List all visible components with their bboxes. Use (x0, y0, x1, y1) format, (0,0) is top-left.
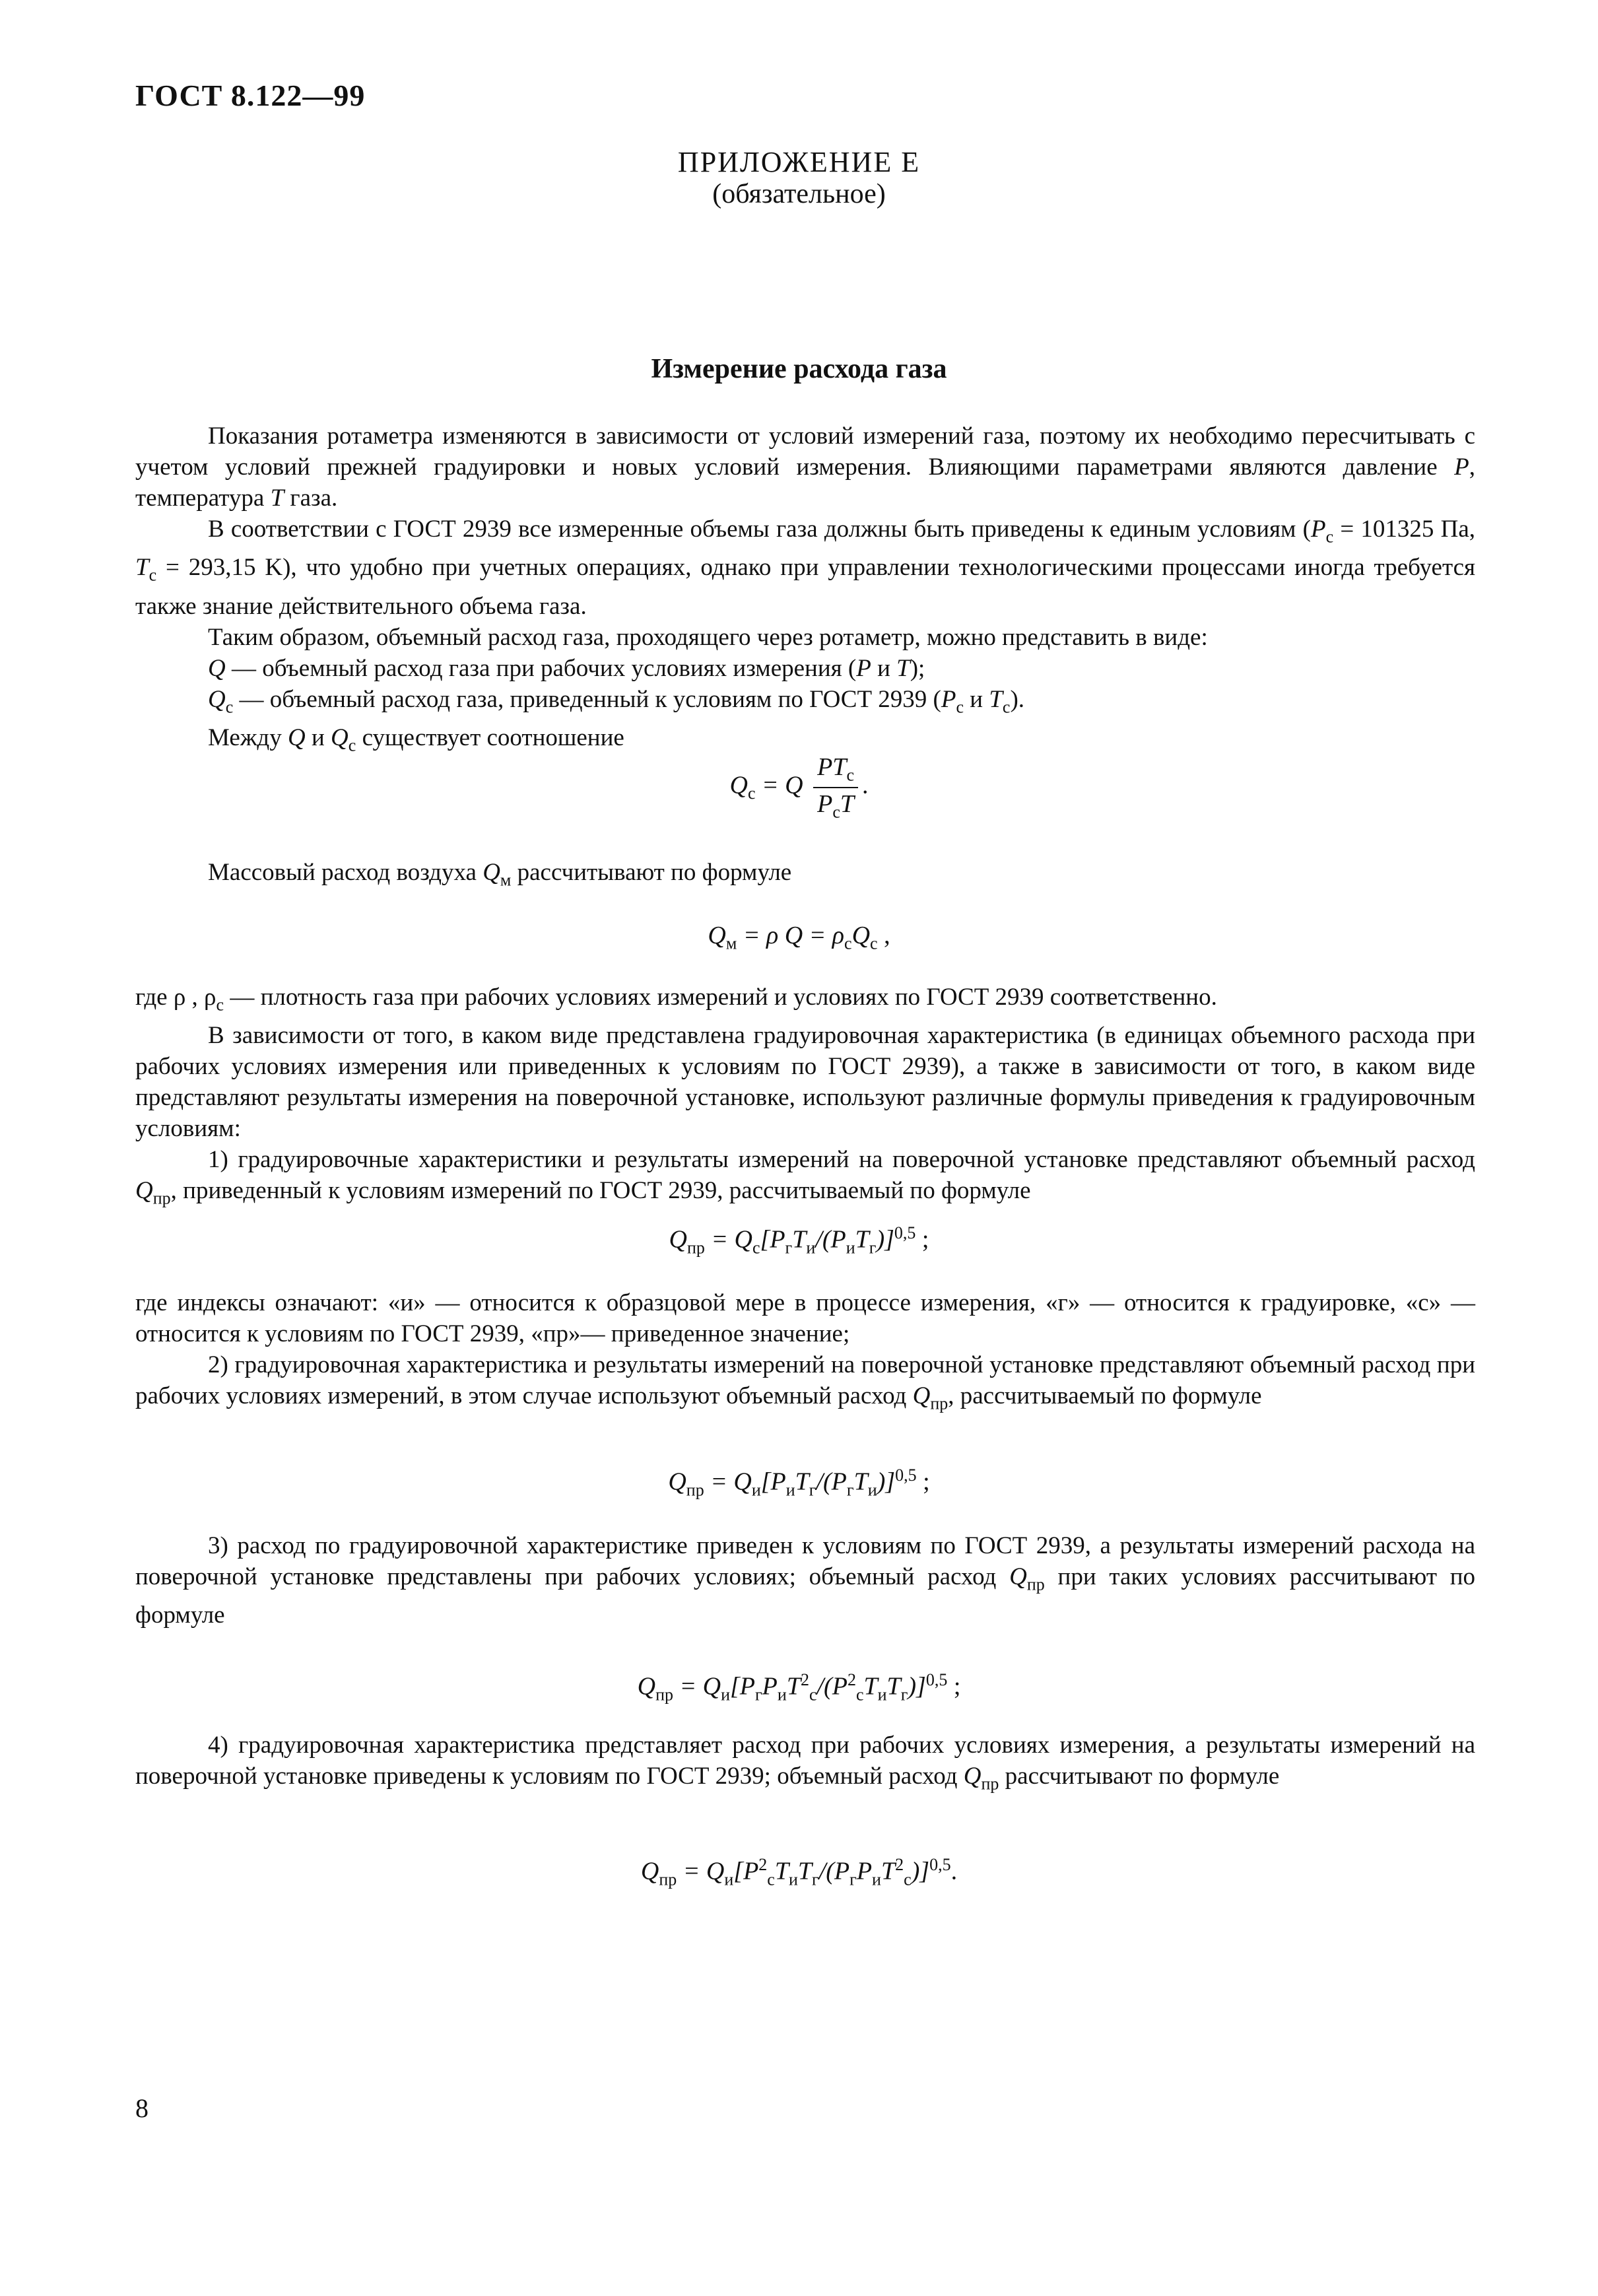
paragraph-calibration-forms: В зависимости от того, в каком виде представлена градуировочная характеристика (в единицах объемного расхода при рабочих условиях измерения или приведенных к условиям по ГОСТ 2939), а также в зависимости от того, в каком виде представляют результаты измерения на поверочной установке, используют различные формулы приведения к градуировочным условиям: (135, 1022, 1475, 1143)
indices-block (135, 1287, 1475, 1419)
page-number: 8 (135, 2093, 149, 2123)
main-block (135, 982, 1475, 1214)
paragraph-representation: Таким образом, объемный расход газа, проходящего через ротаметр, можно представить в виде: (208, 623, 1208, 651)
standard-header: ГОСТ 8.122—99 (135, 79, 366, 112)
formula-case-3: $Q_{пр} = Q_и[P_гP_иT^2_с/(P^2_сT_иT_г)]^{0,5}$ ; (637, 1670, 961, 1705)
paragraph-density: где ρ , $\rho_c$ — плотность газа при рабочих условиях измерений и условиях по ГОСТ 2939 соответственно. (135, 984, 1217, 1015)
paragraph-gost-conditions: В соответствии с ГОСТ 2939 все измеренные объемы газа должны быть приведены к единым условиям ($P_c = 101325$ Па, $T_c = 293,15$ K), что удобно при учетных операциях, однако при управлении технологическими процессами иногда требуется также знание действительного объема газа. (135, 516, 1476, 620)
paragraph-indices: где индексы означают: «и» — относится к образцовой мере в процессе измерения, «г» — относится к градуировке, «с» — относится к условиям по ГОСТ 2939, «пр»— приведенное значение; (135, 1289, 1475, 1347)
formula-qc: $Q_c = Q$ $\frac{PT_c}{P_cT}$ . (729, 753, 869, 822)
mass-flow-block (135, 857, 1475, 895)
case-3-block (135, 1530, 1475, 1631)
case-4-block (135, 1730, 1475, 1799)
appendix-subtitle: (обязательное) (712, 179, 886, 209)
section-title: Измерение расхода газа (651, 354, 947, 384)
paragraph-q-definition: Q — объемный расход газа при рабочих условиях измерения (P и T); (208, 654, 925, 682)
paragraph-case-4: 4) градуировочная характеристика представляет расход при рабочих условиях измерения, а результаты измерений на поверочной установке приведены к условиям по ГОСТ 2939; объемный расход $Q_{пр}$ рассчитывают по формуле (135, 1732, 1475, 1794)
formula-fraction: $\frac{PT_c}{P_cT}$ (813, 753, 858, 822)
paragraph-qc-definition: $Q_c$ — объемный расход газа, приведенный к условиям по ГОСТ 2939 ($P_c$ и $T_c$). (208, 685, 1025, 717)
paragraph-case-1: 1) градуировочные характеристики и результаты измерений на поверочной установке представляют объемный расход $Q_{пр}$, приведенный к условиям измерений по ГОСТ 2939, рассчитываемый по формуле (135, 1146, 1475, 1208)
paragraph-relation: Между Q и $Q_c$ существует соотношение (208, 724, 624, 755)
formula-case-4: $Q_{пр} = Q_и[P^2_сT_иT_г/(P_гP_иT^2_с)]^{0,5}$. (640, 1855, 958, 1889)
paragraph-case-3: 3) расход по градуировочной характеристике приведен к условиям по ГОСТ 2939, а результаты измерений расхода на поверочной установке представлены при рабочих условиях; объемный расход $Q_{пр}$ при таких условиях рассчитывают по формуле (135, 1532, 1476, 1629)
intro-block (135, 421, 1475, 761)
paragraph-case-2: 2) градуировочная характеристика и результаты измерений на поверочной установке представляют объемный расход при рабочих условиях измерений, в этом случае используют объемный расход $Q_{пр}$, рассчитываемый по формуле (135, 1351, 1475, 1413)
formula-qm: $Q_м = \rho$ $Q = \rho_cQ_c$ , (708, 922, 890, 953)
paragraph-mass-flow: Массовый расход воздуха $Q_м$ рассчитывают по формуле (208, 859, 792, 890)
formula-case-1: $Q_{пр} = Q_c[P_гT_и/(P_иT_г)]^{0,5}$ ; (669, 1223, 929, 1258)
formula-case-2: $Q_{пр} = Q_и[P_иT_г/(P_гT_и)]^{0,5}$ ; (668, 1466, 930, 1500)
appendix-title: ПРИЛОЖЕНИЕ Е (677, 146, 921, 178)
paragraph-intro: Показания ротаметра изменяются в зависимости от условий измерений газа, поэтому их необходимо пересчитывать с учетом условий прежней градуировки и новых условий измерения. Влияющими параметрами являются давление P, температура T газа. (135, 422, 1476, 512)
